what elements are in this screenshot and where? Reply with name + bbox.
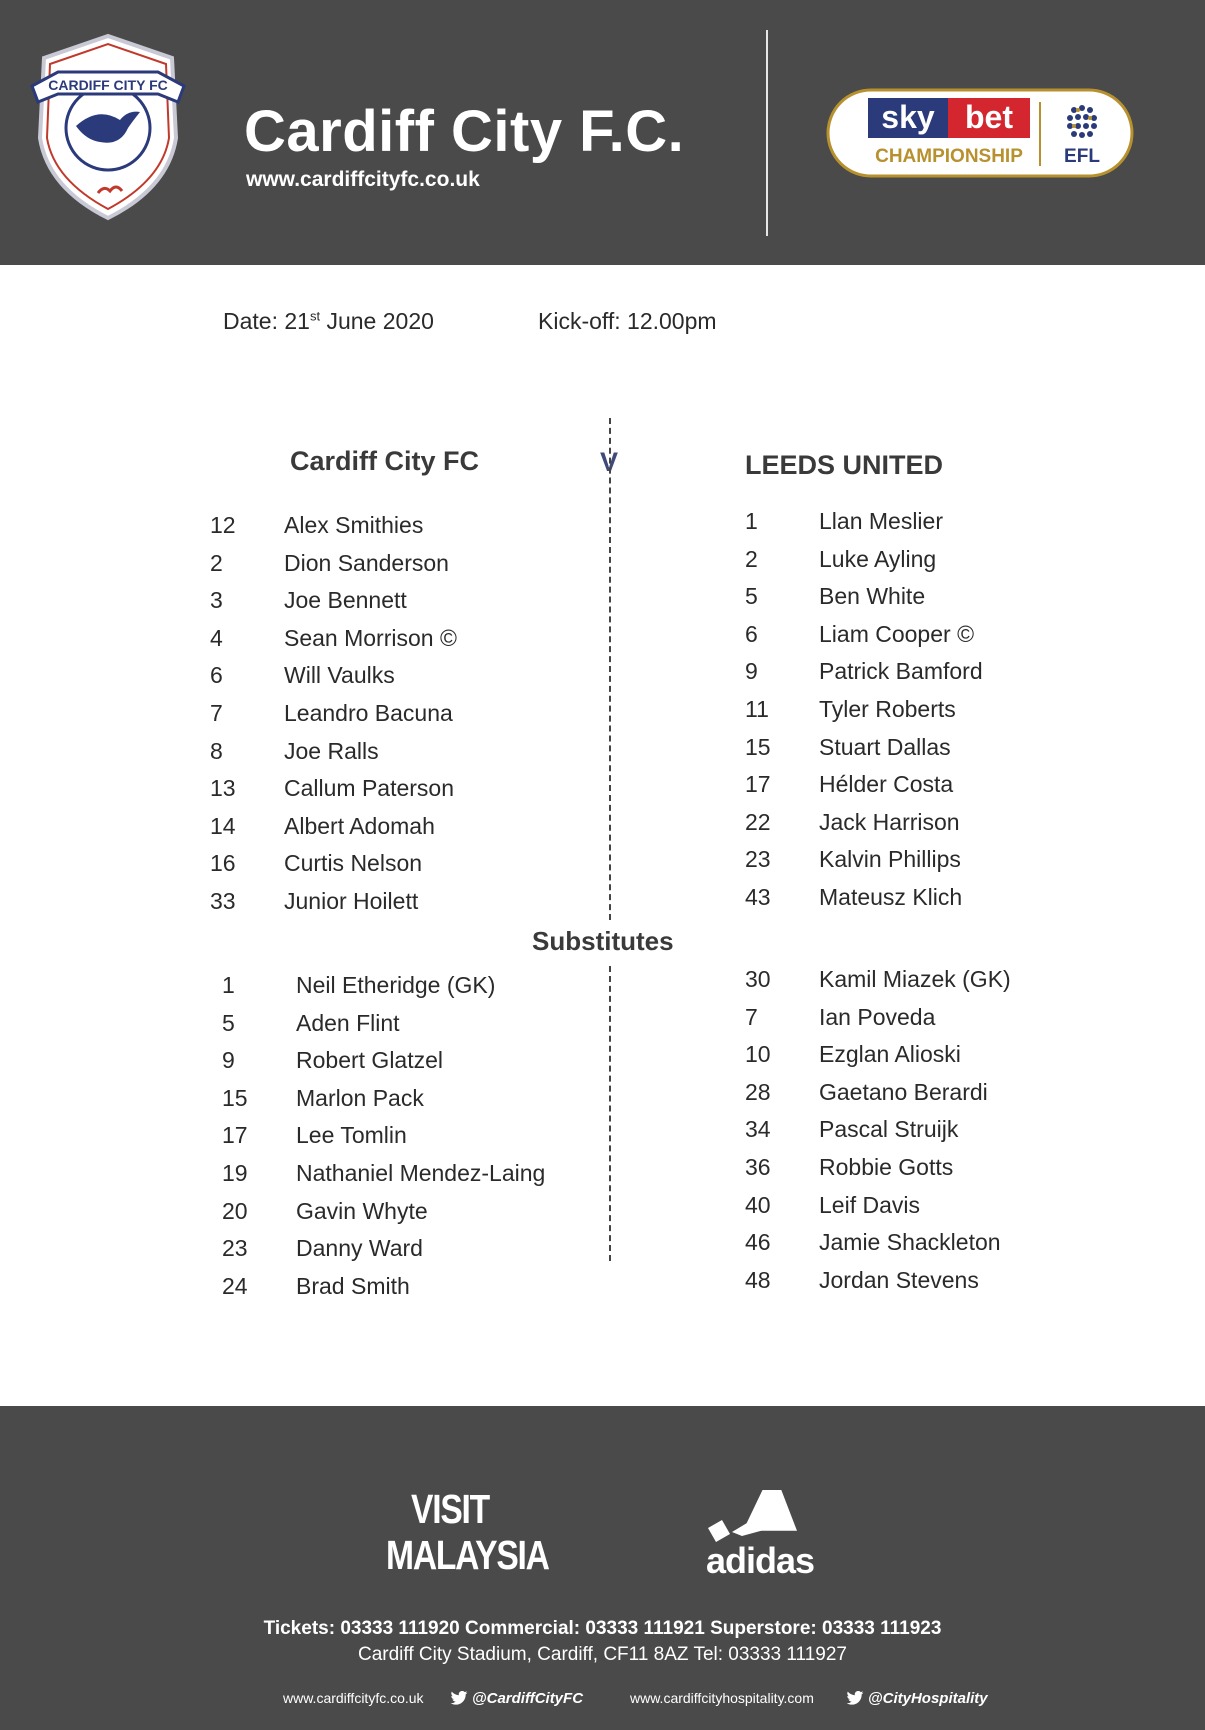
player-name: Llan Meslier — [819, 508, 943, 534]
player-number: 5 — [222, 1009, 235, 1036]
visit-malaysia-logo — [386, 1486, 549, 1578]
away-team-heading: LEEDS UNITED — [745, 450, 944, 480]
championship-text: CHAMPIONSHIP — [875, 146, 1023, 167]
player-number: 36 — [745, 1153, 771, 1180]
player-number: 11 — [745, 695, 769, 722]
player-name: Will Vaulks — [284, 662, 395, 689]
player-number: 2 — [745, 545, 758, 572]
centre-divider-top — [609, 418, 611, 920]
player-number: 9 — [222, 1047, 235, 1074]
player-name: Neil Etheridge (GK) — [296, 972, 496, 998]
hospitality-twitter-handle: @CityHospitality — [868, 1690, 988, 1707]
player-number: 17 — [222, 1122, 248, 1149]
centre-divider-bottom — [609, 966, 611, 1261]
date-rest: June 2020 — [320, 308, 434, 334]
player-name: Robbie Gotts — [819, 1153, 954, 1180]
player-number: 2 — [210, 549, 223, 576]
player-name: Leif Davis — [819, 1191, 920, 1218]
player-name: Gaetano Berardi — [819, 1078, 988, 1105]
player-name: Hélder Costa — [819, 771, 954, 798]
footer-website-link[interactable]: www.cardiffcityfc.co.uk — [283, 1690, 424, 1706]
player-name: Tyler Roberts — [819, 695, 956, 722]
kickoff-time: Kick-off: 12.00pm — [538, 308, 717, 334]
player-number: 22 — [745, 808, 771, 835]
player-name: Jamie Shackleton — [819, 1229, 1001, 1256]
date-ordinal: st — [309, 308, 321, 324]
sponsor-line-2: MALAYSIA — [386, 1532, 549, 1578]
player-number: 13 — [210, 775, 236, 802]
player-name: Sean Morrison © — [284, 624, 457, 651]
footer-hospitality-link[interactable]: www.cardiffcityhospitality.com — [630, 1690, 814, 1706]
player-number: 7 — [745, 1003, 758, 1030]
twitter-handle: @CardiffCityFC — [472, 1690, 584, 1707]
player-number: 14 — [210, 812, 236, 839]
sponsor-line-1: VISIT — [411, 1486, 489, 1532]
footer-band — [0, 1406, 1205, 1730]
player-name: Joe Ralls — [284, 737, 379, 764]
player-number: 1 — [222, 972, 235, 998]
club-title: Cardiff City F.C. — [244, 99, 685, 164]
player-name: Gavin Whyte — [296, 1197, 428, 1224]
player-number: 3 — [210, 587, 223, 614]
versus-label: V — [600, 447, 619, 477]
player-name: Ben White — [819, 583, 926, 610]
player-name: Albert Adomah — [284, 812, 435, 839]
player-number: 9 — [745, 658, 758, 685]
adidas-wordmark: adidas — [705, 1540, 815, 1581]
player-name: Leandro Bacuna — [284, 699, 453, 726]
player-name: Alex Smithies — [284, 512, 424, 538]
player-name: Jordan Stevens — [819, 1266, 979, 1293]
player-name: Callum Paterson — [284, 775, 455, 802]
player-name: Brad Smith — [296, 1272, 410, 1299]
player-name: Luke Ayling — [819, 545, 937, 572]
player-number: 15 — [222, 1084, 248, 1111]
footer-twitter-link[interactable] — [450, 1690, 583, 1707]
bet-text: bet — [965, 99, 1013, 135]
player-name: Joe Bennett — [284, 587, 407, 614]
player-number: 23 — [222, 1235, 248, 1262]
player-number: 33 — [210, 887, 236, 914]
player-name: Lee Tomlin — [296, 1122, 407, 1149]
player-name: Kamil Miazek (GK) — [819, 966, 1011, 992]
header-divider — [766, 30, 768, 236]
player-name: Liam Cooper © — [819, 620, 975, 647]
player-name: Ian Poveda — [819, 1003, 936, 1030]
player-number: 1 — [745, 508, 758, 534]
player-number: 6 — [745, 620, 758, 647]
player-number: 4 — [210, 624, 223, 651]
home-team-heading: Cardiff City FC — [290, 446, 479, 476]
player-number: 48 — [745, 1266, 771, 1293]
sky-text: sky — [881, 99, 935, 135]
match-date — [223, 308, 434, 335]
player-name: Danny Ward — [296, 1235, 423, 1262]
club-website[interactable]: www.cardiffcityfc.co.uk — [246, 168, 480, 191]
player-number: 23 — [745, 846, 771, 873]
player-name: Pascal Struijk — [819, 1116, 959, 1143]
player-name: Kalvin Phillips — [819, 846, 961, 873]
stadium-address: Cardiff City Stadium, Cardiff, CF11 8AZ Tel: 03333 111927 — [358, 1644, 847, 1665]
player-number: 34 — [745, 1116, 771, 1143]
twitter-bird-icon — [450, 1691, 468, 1705]
player-number: 24 — [222, 1272, 248, 1299]
player-number: 15 — [745, 733, 771, 760]
player-name: Junior Hoilett — [284, 887, 419, 914]
player-number: 8 — [210, 737, 223, 764]
player-name: Marlon Pack — [296, 1084, 424, 1111]
twitter-bird-icon — [846, 1691, 864, 1705]
cardiff-city-crest-logo — [28, 28, 188, 223]
player-number: 10 — [745, 1041, 771, 1068]
player-name: Curtis Nelson — [284, 850, 423, 877]
sky-bet-championship-logo — [826, 88, 1134, 178]
player-number: 40 — [745, 1191, 771, 1218]
player-number: 16 — [210, 850, 236, 877]
contact-numbers: Tickets: 03333 111920 Commercial: 03333 111921 Superstore: 03333 111923 — [263, 1618, 942, 1639]
player-name: Stuart Dallas — [819, 733, 951, 760]
player-number: 12 — [210, 512, 236, 538]
player-name: Patrick Bamford — [819, 658, 983, 685]
crest-banner-text: CARDIFF CITY FC — [48, 77, 168, 93]
player-number: 5 — [745, 583, 758, 610]
player-name: Aden Flint — [296, 1009, 400, 1036]
player-number: 17 — [745, 771, 771, 798]
player-number: 43 — [745, 883, 771, 910]
player-name: Jack Harrison — [819, 808, 960, 835]
substitutes-heading: Substitutes — [532, 926, 674, 956]
player-number: 46 — [745, 1229, 771, 1256]
player-name: Ezglan Alioski — [819, 1041, 961, 1068]
footer-hospitality-twitter-link[interactable] — [846, 1690, 988, 1707]
player-name: Nathaniel Mendez-Laing — [296, 1159, 546, 1186]
player-name: Dion Sanderson — [284, 549, 449, 576]
player-name: Mateusz Klich — [819, 883, 963, 910]
player-name: Robert Glatzel — [296, 1047, 444, 1074]
player-number: 20 — [222, 1197, 248, 1224]
player-number: 19 — [222, 1159, 248, 1186]
player-number: 30 — [745, 966, 771, 992]
date-prefix: Date: 21 — [223, 308, 310, 334]
efl-text: EFL — [1064, 146, 1100, 167]
player-number: 7 — [210, 699, 223, 726]
player-number: 6 — [210, 662, 223, 689]
player-number: 28 — [745, 1078, 771, 1105]
header-band — [0, 0, 1205, 265]
